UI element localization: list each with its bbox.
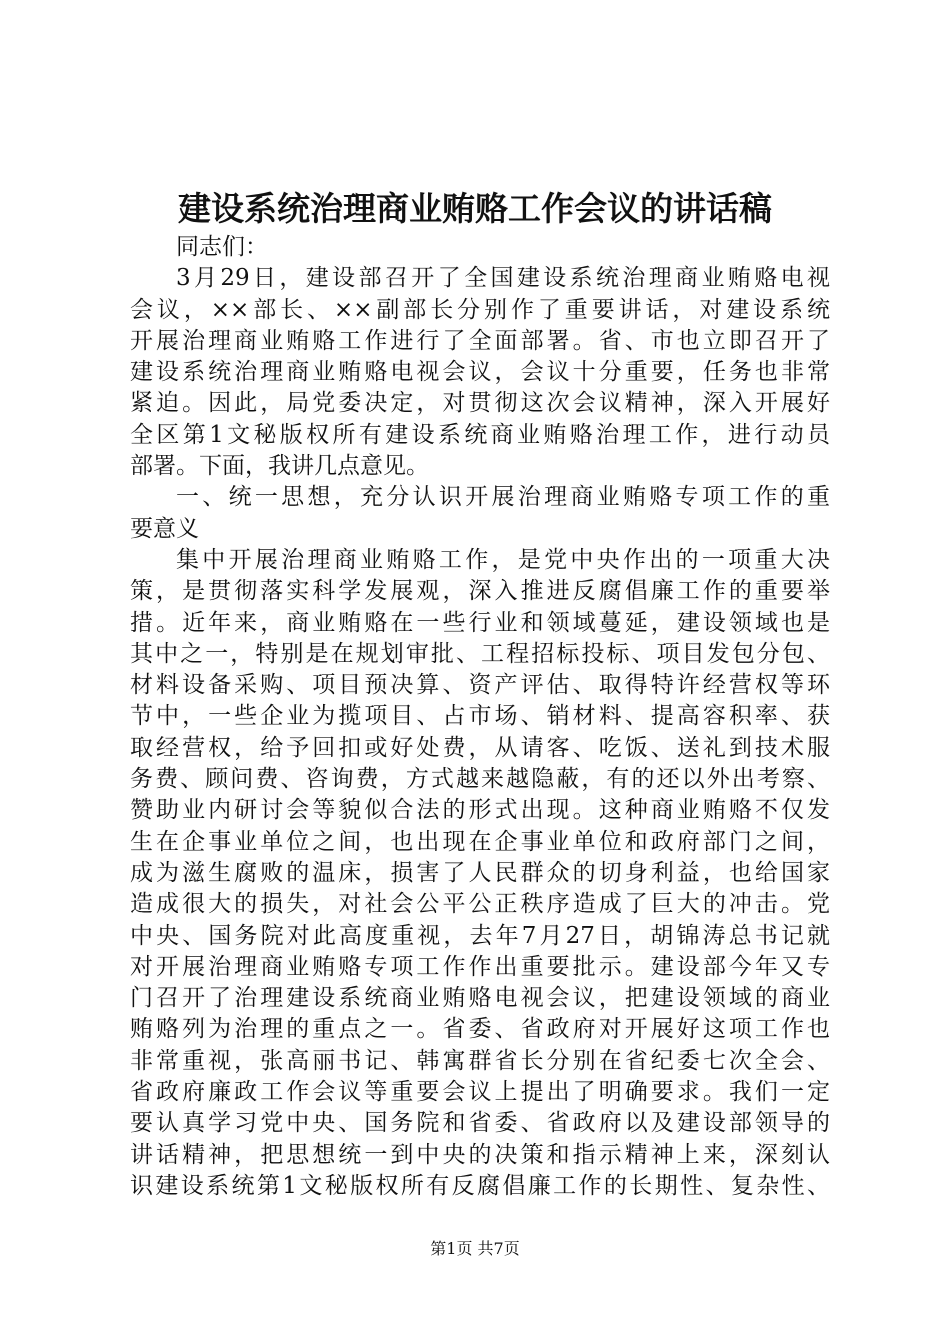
document-title: 建设系统治理商业贿赂工作会议的讲话稿 [178,189,772,228]
page-footer: 第1页 共7页 [430,1239,520,1258]
paragraph-line: 建设系统治理商业贿赂电视会议，会议十分重要，任务也非常 [130,359,830,386]
paragraph-line: 节中，一些企业为揽项目、占市场、销材料、提高容积率、获 [130,703,830,730]
salutation-line: 同志们： [176,234,268,260]
paragraph-line: 识建设系统第1文秘版权所有反腐倡廉工作的长期性、复杂性、 [130,1172,830,1199]
paragraph-line: 省政府廉政工作会议等重要会议上提出了明确要求。我们一定 [130,1079,830,1106]
paragraph-line: 讲话精神，把思想统一到中央的决策和指示精神上来，深刻认 [130,1141,830,1168]
paragraph-line: 会议，××部长、××副部长分别作了重要讲话，对建设系统 [130,296,830,323]
paragraph-line: 门召开了治理建设系统商业贿赂电视会议，把建设领域的商业 [130,985,830,1012]
paragraph-line: 策，是贯彻落实科学发展观，深入推进反腐倡廉工作的重要举 [130,578,830,605]
paragraph-line: 材料设备采购、项目预决算、资产评估、取得特许经营权等环 [130,672,830,699]
paragraph-line: 措。近年来，商业贿赂在一些行业和领域蔓延，建设领域也是 [130,609,830,636]
paragraph-line: 非常重视，张高丽书记、韩寓群省长分别在省纪委七次全会、 [130,1047,830,1074]
paragraph-line: 开展治理商业贿赂工作进行了全面部署。省、市也立即召开了 [130,327,830,354]
section-heading-line: 一、统一思想，充分认识开展治理商业贿赂专项工作的重 [176,484,830,511]
paragraph-line: 取经营权，给予回扣或好处费，从请客、吃饭、送礼到技术服 [130,734,830,761]
paragraph-line: 其中之一，特别是在规划审批、工程招标投标、项目发包分包、 [130,640,830,667]
paragraph-line: 赞助业内研讨会等貌似合法的形式出现。这种商业贿赂不仅发 [130,797,830,824]
paragraph-line: 紧迫。因此，局党委决定，对贯彻这次会议精神，深入开展好 [130,390,830,417]
paragraph-line: 成为滋生腐败的温床，损害了人民群众的切身利益，也给国家 [130,859,830,886]
paragraph-line: 造成很大的损失，对社会公平公正秩序造成了巨大的冲击。党 [130,891,830,918]
paragraph-line: 3月29日，建设部召开了全国建设系统治理商业贿赂电视 [176,265,830,292]
paragraph-line: 中央、国务院对此高度重视，去年7月27日，胡锦涛总书记就 [130,922,830,949]
paragraph-line: 集中开展治理商业贿赂工作，是党中央作出的一项重大决 [176,546,830,573]
paragraph-line: 部署。下面，我讲几点意见。 [130,453,429,480]
section-heading-line: 要意义 [130,515,199,542]
paragraph-line: 务费、顾问费、咨询费，方式越来越隐蔽，有的还以外出考察、 [130,766,830,793]
paragraph-line: 生在企事业单位之间，也出现在企事业单位和政府部门之间， [130,828,830,855]
paragraph-line: 要认真学习党中央、国务院和省委、省政府以及建设部领导的 [130,1110,830,1137]
paragraph-line: 贿赂列为治理的重点之一。省委、省政府对开展好这项工作也 [130,1016,830,1043]
paragraph-line: 全区第1文秘版权所有建设系统商业贿赂治理工作，进行动员 [130,421,830,448]
document-body [130,232,830,1202]
paragraph-line: 对开展治理商业贿赂专项工作作出重要批示。建设部今年又专 [130,953,830,980]
